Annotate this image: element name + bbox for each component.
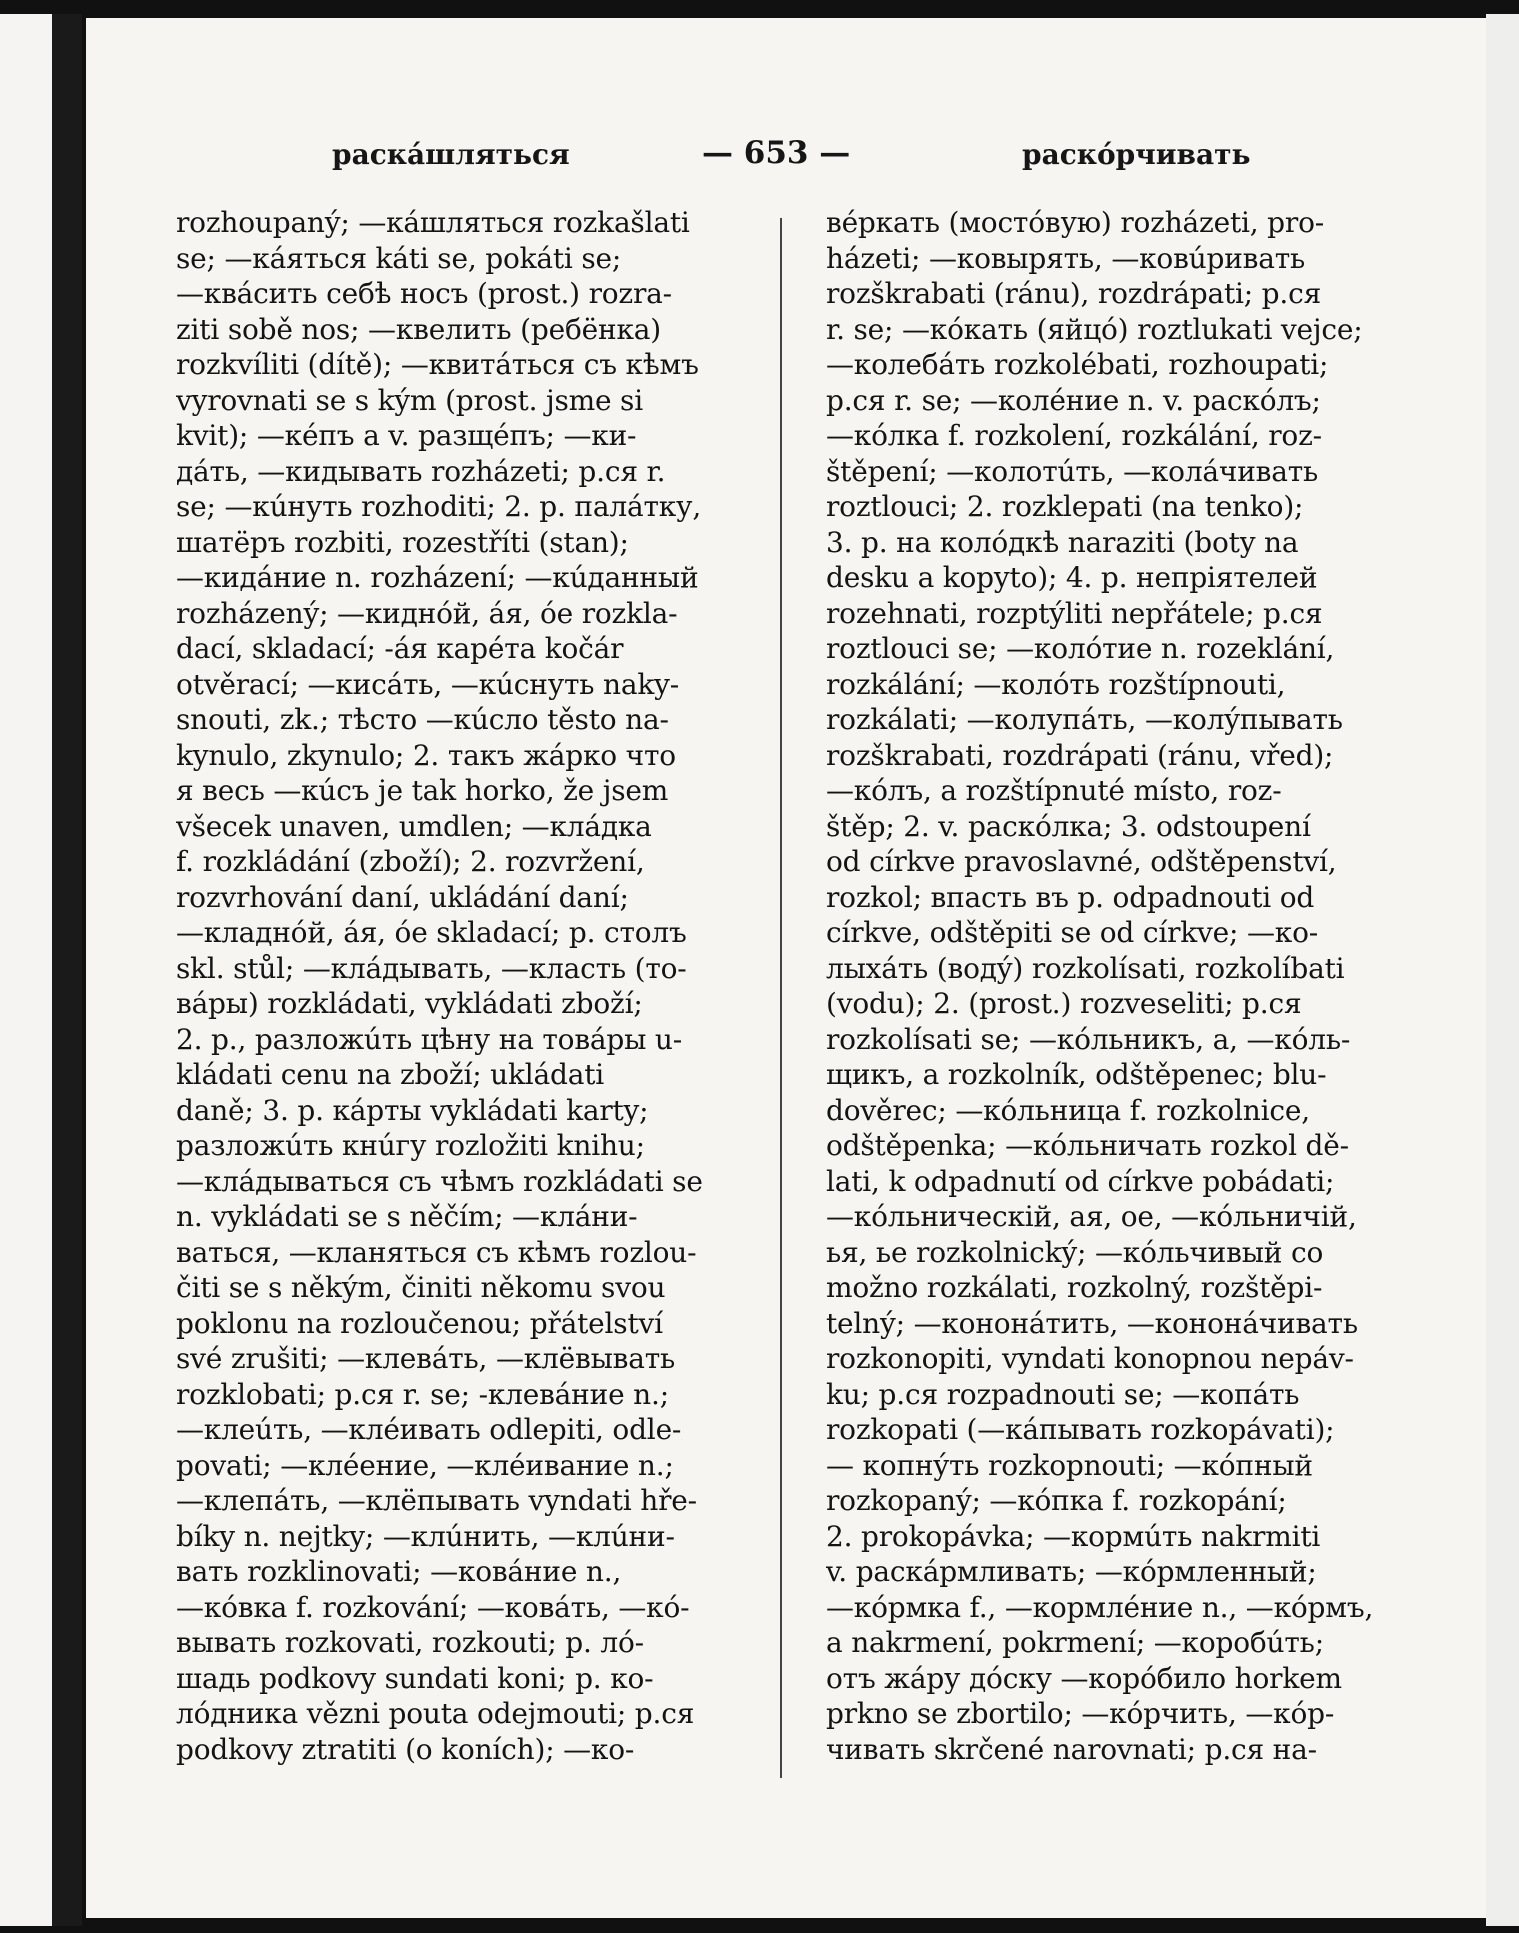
left-column-line: —квáсить себѣ носъ (prost.) rozra- [176,277,672,310]
right-column-line: štěp; 2. v. раскóлка; 3. odstoupení [826,809,1311,843]
page-header [86,135,1486,178]
right-column-line: лыхáть (водý) rozkolísati, rozkolíbati [826,951,1345,985]
left-column-line: вáры) rozkládati, vykládati zboží; [176,987,643,1020]
left-column-line: я весь —кúсъ je tak horko, že jsem [176,774,669,807]
right-column-line: —колебáть rozkolébati, rozhoupati; [826,348,1329,381]
left-column-line: —кóвка f. rozkování; —ковáть, —кó- [176,1590,690,1624]
right-column-line: rozkopati (—кáпывать rozkopávati); [826,1413,1335,1446]
left-column-line: daně; 3. р. кáрты vykládati karty; [176,1093,649,1127]
right-column-line: чивать skrčené narovnati; р.ся на- [826,1732,1317,1766]
left-column-line: rozklobati; р.ся r. se; -клевáние n.; [176,1377,669,1411]
left-column-line: vyrovnati se s kým (prost. jsme si [176,383,643,417]
right-column-line: отъ жáру дóску —корóбило horkem [826,1661,1342,1695]
right-column-line: 3. р. на колóдкѣ naraziti (boty na [826,525,1299,559]
page-number: — 653 — [702,135,851,171]
left-column-line: se; —кáяться káti se, pokáti se; [176,241,622,275]
right-column-line: v. раскáрмливать; —кóрмленный; [826,1555,1317,1588]
right-column-line: rozškrabati, rozdrápati (ránu, vřed); [826,738,1334,772]
right-column-line: telný; —кононáтить, —кононáчивать [826,1306,1358,1340]
right-column-line: od církve pravoslavné, odštěpenství, [826,845,1337,878]
right-column-line: rozkopaný; —кóпка f. rozkopání; [826,1484,1287,1517]
left-column-line: rozvrhování daní, ukládání daní; [176,880,629,914]
right-column-line: —кóлъ, a rozštípnuté místo, roz- [826,774,1282,807]
running-head-right: раскóрчивать [1022,138,1251,171]
right-column-line: možno rozkálati, rozkolný, rozštěpi- [826,1271,1323,1304]
right-column-line: roztlouci se; —колóтие n. rozeklání, [826,632,1335,665]
right-column-line: (vodu); 2. (prost.) rozveseliti; р.ся [826,987,1302,1020]
left-column-line: —клеúть, —клéивать odlepiti, odle- [176,1413,682,1446]
right-column-line: rozškrabati (ránu), rozdrápati; р.ся [826,277,1322,310]
gutter-shadow [52,14,82,1926]
left-column-line: rozhoupaný; —кáшляться rozkašlati [176,206,690,239]
right-column-line: desku a kopyto); 4. р. непріятелей [826,561,1318,594]
left-column-line: n. vykládati se s něčím; —клáни- [176,1200,638,1233]
left-column-line: povati; —клéение, —клéивание n.; [176,1448,674,1482]
left-column-line: poklonu na rozloučenou; přátelství [176,1306,663,1340]
left-column-line: лóдника vězni pouta odejmouti; р.ся [176,1697,695,1730]
left-column-line: snouti, zk.; тѣсто —кúсло těsto na- [176,703,669,736]
adjacent-page-edge [0,14,60,1926]
left-column-line: дáть, —кидывать rozházeti; р.ся r. [176,454,666,488]
left-column-line: —клепáть, —клёпывать vyndati hře- [176,1484,697,1517]
right-column-line: rozkálati; —колупáть, —колýпывать [826,703,1343,736]
right-column-line: — копнýть rozkopnouti; —кóпный [826,1448,1313,1482]
left-column-line: své zrušiti; —клевáть, —клёвывать [176,1342,676,1375]
left-column-line: čiti se s někým, činiti někomu svou [176,1271,666,1304]
right-column-line: —кóрмка f., —кормлéние n., —кóрмъ, [826,1590,1374,1624]
left-column-line: rozkvíliti (dítě); —квитáться съ кѣмъ [176,348,699,381]
left-column-line: ваться, —кланяться съ кѣмъ rozlou- [176,1235,697,1269]
right-column-line: щикъ, a rozkolník, odštěpenec; blu- [826,1058,1327,1091]
right-column-line: odštěpenka; —кóльничать rozkol dě- [826,1129,1349,1162]
right-margin-edge [1486,14,1519,1926]
left-column-line: podkovy ztratiti (o koních); —ко- [176,1732,635,1766]
left-column [176,205,756,1767]
left-column-line: skl. stůl; —клáдывать, —класть (то- [176,951,687,985]
left-column-line: разложúть кнúгу rozložiti knihu; [176,1129,645,1162]
right-column [826,205,1406,1767]
right-column-line: rozkol; впасть въ р. odpadnouti od [826,880,1315,914]
left-column-line: —клáдываться съ чѣмъ rozkládati se [176,1164,703,1198]
left-column-line: bíky n. nejtky; —клúнить, —клúни- [176,1519,675,1553]
right-column-line: р.ся r. se; —колéние n. v. раскóлъ; [826,383,1321,417]
right-column-line: —кóлка f. rozkolení, rozkálání, roz- [826,419,1322,452]
left-column-line: 2. р., разложúть цѣну на товáры u- [176,1022,682,1056]
right-column-line: rozehnati, rozptýliti nepřátele; р.ся [826,596,1323,630]
right-column-line: prkno se zbortilo; —кóрчить, —кóр- [826,1697,1335,1730]
right-column-line: církve, odštěpiti se od církve; —ко- [826,916,1318,949]
left-column-line: kvit); —кéпъ a v. разщéпъ; —ки- [176,419,637,452]
left-column-line: ziti sobě nos; —квелить (ребёнка) [176,312,661,346]
right-column-line: dověrec; —кóльница f. rozkolnice, [826,1093,1310,1127]
right-column-line: —кóльническій, ая, ое, —кóльничій, [826,1200,1357,1233]
left-column-line: шатёръ rozbiti, rozestříti (stan); [176,525,629,559]
right-column-line: 2. prokopávka; —кормúть nakrmiti [826,1519,1321,1553]
right-column-line: házeti; —ковырять, —ковúривать [826,241,1306,275]
right-column-line: вéркать (мостóвую) rozházeti, pro- [826,206,1324,239]
left-column-line: kládati cenu na zboží; ukládati [176,1058,605,1091]
left-column-line: všecek unaven, umdlen; —клáдка [176,809,652,843]
left-column-line: dací, skladací; -áя карéта kočár [176,632,624,665]
right-column-line: rozkolísati se; —кóльникъ, a, —кóль- [826,1022,1351,1056]
left-column-line: —кладнóй, áя, óe skladací; р. столъ [176,916,687,949]
running-head-left: раскáшляться [332,138,570,171]
left-column-line: f. rozkládání (zboží); 2. rozvržení, [176,845,645,878]
right-column-line: a nakrmení, pokrmení; —коробúть; [826,1626,1324,1659]
left-column-line: kynulo, zkynulo; 2. такъ жáрко что [176,738,676,772]
left-column-line: se; —кúнуть rozhoditi; 2. р. палáтку, [176,490,702,523]
left-column-line: вать rozklinovati; —ковáние n., [176,1555,622,1588]
right-column-line: ья, ье rozkolnický; —кóльчивый co [826,1235,1324,1269]
column-divider [780,218,782,1778]
left-column-line: —кидáние n. rozházení; —кúданный [176,561,699,594]
right-column-line: rozkonopiti, vyndati konopnou nepáv- [826,1342,1354,1375]
left-column-line: вывать rozkovati, rozkouti; р. лó- [176,1626,644,1659]
right-column-line: lati, k odpadnutí od církve pobádati; [826,1164,1335,1198]
right-column-line: štěpení; —колотúть, —колáчивать [826,454,1319,488]
left-column-line: otvěrací; —кисáть, —кúснуть naky- [176,667,679,701]
right-column-line: ku; р.ся rozpadnouti se; —копáть [826,1377,1300,1411]
left-column-line: шадь podkovy sundati koni; р. ко- [176,1661,654,1695]
right-column-line: roztlouci; 2. rozklepati (na tenko); [826,490,1304,523]
right-column-line: rozkálání; —колóть rozštípnouti, [826,667,1286,701]
left-column-line: rozházený; —киднóй, áя, óe rozkla- [176,596,678,630]
right-column-line: r. se; —кóкать (яйцó) roztlukati vejce; [826,312,1363,346]
